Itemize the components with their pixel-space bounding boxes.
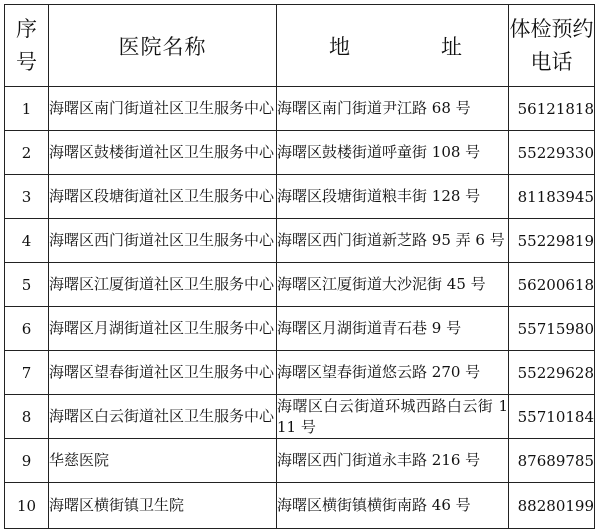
row-seq: 7 [5,351,49,395]
row-address: 海曙区望春街道悠云路 270 号 [277,351,509,395]
row-seq: 6 [5,307,49,351]
row-address: 海曙区西门街道永丰路 216 号 [277,439,509,483]
row-address: 海曙区鼓楼街道呼童街 108 号 [277,131,509,175]
row-hospital-name: 海曙区西门街道社区卫生服务中心 [49,219,277,263]
table-row [5,351,595,395]
row-seq: 9 [5,439,49,483]
row-hospital-name: 海曙区南门街道社区卫生服务中心 [49,87,277,131]
row-phone: 55229819 [509,219,595,263]
header-phone-label: 体检预约电话 [509,16,594,74]
header-address-right: 址 [441,34,462,59]
row-seq: 4 [5,219,49,263]
row-phone: 55715980 [509,307,595,351]
row-hospital-name: 海曙区月湖街道社区卫生服务中心 [49,307,277,351]
table-row [5,307,595,351]
table-header-row [5,5,595,87]
table-row [5,175,595,219]
row-hospital-name: 海曙区横街镇卫生院 [49,483,277,529]
header-seq-label: 序号 [16,16,37,74]
header-hospital-name-label: 医院名称 [118,34,207,59]
row-hospital-name: 海曙区望春街道社区卫生服务中心 [49,351,277,395]
row-address: 海曙区白云街道环城西路白云街 111 号 [277,395,509,439]
row-phone: 56200618 [509,263,595,307]
row-phone: 56121818 [509,87,595,131]
row-phone: 55710184 [509,395,595,439]
row-phone: 87689785 [509,439,595,483]
row-hospital-name: 海曙区江厦街道社区卫生服务中心 [49,263,277,307]
header-address-left: 地 [329,34,350,59]
row-seq: 2 [5,131,49,175]
table-row [5,131,595,175]
table-row [5,439,595,483]
row-seq: 1 [5,87,49,131]
row-phone: 88280199 [509,483,595,529]
row-address: 海曙区南门街道尹江路 68 号 [277,87,509,131]
header-address-label [277,31,508,61]
row-address: 海曙区江厦街道大沙泥街 45 号 [277,263,509,307]
table-row [5,219,595,263]
header-seq [5,5,49,87]
row-seq: 10 [5,483,49,529]
row-hospital-name: 海曙区鼓楼街道社区卫生服务中心 [49,131,277,175]
row-hospital-name: 海曙区段塘街道社区卫生服务中心 [49,175,277,219]
row-address: 海曙区西门街道新芝路 95 弄 6 号 [277,219,509,263]
table-row [5,263,595,307]
row-seq: 3 [5,175,49,219]
table-row [5,395,595,439]
row-hospital-name: 海曙区白云街道社区卫生服务中心 [49,395,277,439]
table-row [5,483,595,529]
header-phone [509,5,595,87]
row-seq: 8 [5,395,49,439]
row-phone: 55229628 [509,351,595,395]
row-phone: 81183945 [509,175,595,219]
row-address: 海曙区月湖街道青石巷 9 号 [277,307,509,351]
row-address: 海曙区横街镇横街南路 46 号 [277,483,509,529]
table-row [5,87,595,131]
header-address [277,5,509,87]
header-hospital-name [49,5,277,87]
row-address: 海曙区段塘街道粮丰街 128 号 [277,175,509,219]
row-hospital-name: 华慈医院 [49,439,277,483]
row-seq: 5 [5,263,49,307]
hospital-table [4,4,595,529]
row-phone: 55229330 [509,131,595,175]
